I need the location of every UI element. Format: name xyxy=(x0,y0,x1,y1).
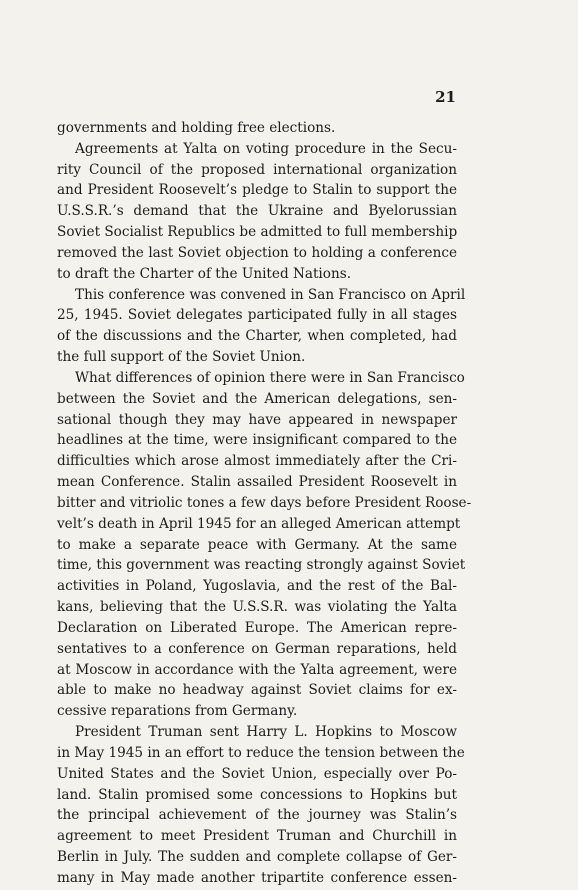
text-line: United States and the Soviet Union, especially over Po- xyxy=(57,765,457,782)
text-line: sentatives to a conference on German reparations, held xyxy=(57,640,457,657)
text-line: kans, believing that the U.S.S.R. was violating the Yalta xyxy=(57,599,457,616)
text-line: What differences of opinion there were in San Francisco xyxy=(75,369,465,386)
text-line: headlines at the time, were insignificant compared to the xyxy=(57,432,457,449)
text-line: agreement to meet President Truman and Churchill in xyxy=(57,828,457,845)
text-line: in May 1945 in an effort to reduce the tension between the xyxy=(57,744,465,761)
text-line: rity Council of the proposed international organization xyxy=(57,161,457,178)
text-line: President Truman sent Harry L. Hopkins to Moscow xyxy=(75,724,457,741)
text-line: to draft the Charter of the United Nations. xyxy=(57,265,352,282)
text-line: 25, 1945. Soviet delegates participated fully in all stages xyxy=(57,307,457,324)
text-line: of the discussions and the Charter, when completed, had xyxy=(57,328,457,345)
text-line: removed the last Soviet objection to holding a conference xyxy=(57,244,457,261)
text-line: and President Roosevelt’s pledge to Stalin to support the xyxy=(57,182,457,199)
text-line: sational though they may have appeared in newspaper xyxy=(57,411,457,428)
body-text xyxy=(57,118,472,889)
text-line: Agreements at Yalta on voting procedure in the Secu- xyxy=(75,140,457,157)
text-line: the full support of the Soviet Union. xyxy=(57,349,306,366)
text-line: able to make no headway against Soviet claims for ex- xyxy=(57,682,457,699)
text-line: Declaration on Liberated Europe. The American repre- xyxy=(57,619,457,636)
text-line: activities in Poland, Yugoslavia, and the rest of the Bal- xyxy=(57,578,457,595)
text-line: governments and holding free elections. xyxy=(57,120,336,136)
text-line: the principal achievement of the journey was Stalin’s xyxy=(57,807,457,824)
text-line: mean Conference. Stalin assailed President Roosevelt in xyxy=(57,474,457,491)
text-line: land. Stalin promised some concessions to Hopkins but xyxy=(57,786,457,803)
text-line: cessive reparations from Germany. xyxy=(57,703,298,720)
text-line: difficulties which arose almost immediately after the Cri- xyxy=(57,453,457,470)
text-line: bitter and vitriolic tones a few days before President Roose- xyxy=(57,494,472,511)
text-line: to make a separate peace with Germany. At the same xyxy=(57,536,457,553)
text-line: between the Soviet and the American delegations, sen- xyxy=(57,390,457,407)
text-line: many in May made another tripartite conference essen- xyxy=(57,869,457,886)
text-line: Soviet Socialist Republics be admitted to full membership xyxy=(57,224,458,241)
text-line: velt’s death in April 1945 for an alleged American attempt xyxy=(57,515,461,532)
text-line: time, this government was reacting strongly against Soviet xyxy=(57,557,466,574)
page-number: 21 xyxy=(435,88,456,106)
text-line: Berlin in July. The sudden and complete collapse of Ger- xyxy=(57,848,457,865)
text-line: This conference was convened in San Francisco on April xyxy=(75,286,466,303)
text-line: U.S.S.R.’s demand that the Ukraine and Byelorussian xyxy=(57,203,457,220)
text-line: at Moscow in accordance with the Yalta agreement, were xyxy=(57,661,457,678)
